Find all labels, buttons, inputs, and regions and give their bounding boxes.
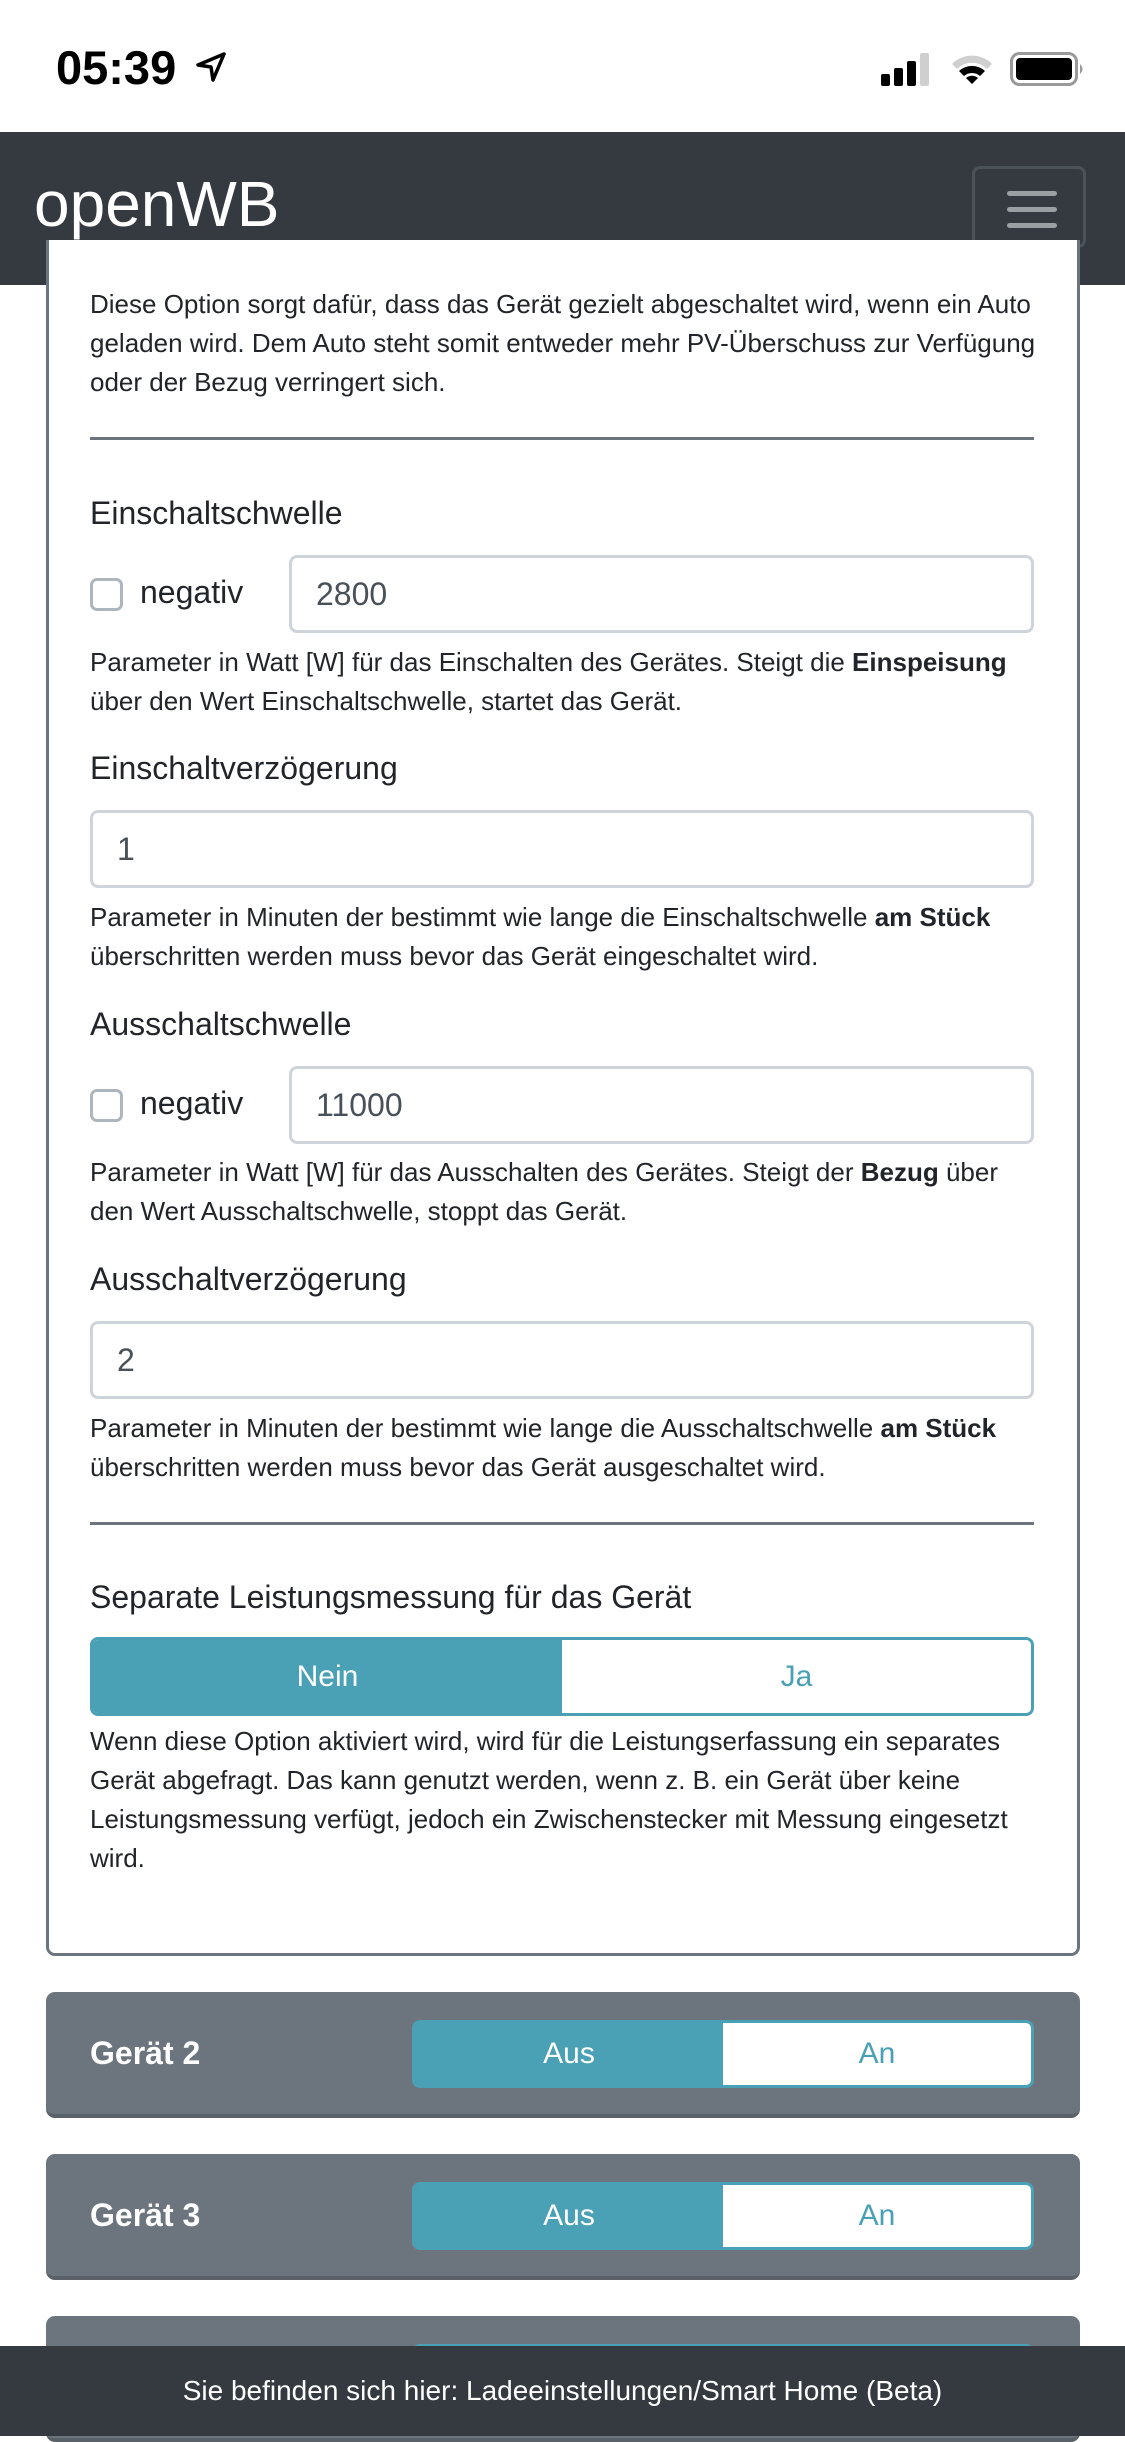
einschaltverzoegerung-input[interactable]: 1 bbox=[90, 810, 1034, 888]
device-3-name[interactable]: Gerät 3 bbox=[90, 2196, 201, 2233]
device-3-card bbox=[46, 2154, 1080, 2280]
separate-measurement-label: Separate Leistungsmessung für das Gerät bbox=[90, 1579, 692, 1615]
ausschaltschwelle-input[interactable]: 11000 bbox=[289, 1066, 1034, 1144]
separate-measurement-nein-button[interactable]: Nein bbox=[93, 1640, 562, 1713]
ausschaltschwelle-negative-checkbox[interactable] bbox=[90, 1089, 123, 1122]
status-time: 05:39 bbox=[56, 41, 177, 94]
brand-logo[interactable]: openWB bbox=[34, 168, 280, 240]
device-2-name[interactable]: Gerät 2 bbox=[90, 2034, 201, 2071]
einschaltschwelle-negative-checkbox[interactable] bbox=[90, 578, 123, 611]
cellular-signal-icon bbox=[881, 52, 935, 86]
einschaltschwelle-help: Parameter in Watt [W] für das Einschalten des Gerätes. Steigt die Einspeisung über den Wert Einschaltschwelle, startet das Gerät. bbox=[90, 647, 1007, 716]
separate-measurement-help: Wenn diese Option aktiviert wird, wird für die Leistungserfassung ein separates Gerät abgefragt. Das kann genutzt werden, wenn z. B. ein Gerät über keine Leistungsmessung verfügt, jedoch ein Zwischenstecker mit Messung eingesetzt wird. bbox=[90, 1726, 1008, 1873]
einschaltverzoegerung-help: Parameter in Minuten der bestimmt wie lange die Einschaltschwelle am Stück überschritten werden muss bevor das Gerät eingeschaltet wird. bbox=[90, 902, 991, 971]
ausschaltschwelle-help: Parameter in Watt [W] für das Ausschalten des Gerätes. Steigt der Bezug über den Wert Ausschaltschwelle, stoppt das Gerät. bbox=[90, 1157, 998, 1226]
device-3-an-button[interactable]: An bbox=[723, 2185, 1031, 2247]
einschaltverzoegerung-label: Einschaltverzögerung bbox=[90, 750, 398, 786]
device-2-an-button[interactable]: An bbox=[723, 2023, 1031, 2085]
device-3-aus-button[interactable]: Aus bbox=[415, 2185, 723, 2247]
ausschaltverzoegerung-input[interactable]: 2 bbox=[90, 1321, 1034, 1399]
device-3-power-toggle bbox=[412, 2182, 1034, 2250]
device-2-power-toggle bbox=[412, 2020, 1034, 2088]
separate-measurement-ja-button[interactable]: Ja bbox=[562, 1640, 1031, 1713]
separate-measurement-toggle bbox=[90, 1637, 1034, 1716]
ausschaltschwelle-negative-label: negativ bbox=[140, 1085, 244, 1121]
section-divider bbox=[90, 1522, 1034, 1525]
einschaltschwelle-input[interactable]: 2800 bbox=[289, 555, 1034, 633]
breadcrumb-footer: Sie befinden sich hier: Ladeeinstellungen/Smart Home (Beta) bbox=[0, 2346, 1125, 2436]
ausschaltverzoegerung-help: Parameter in Minuten der bestimmt wie lange die Ausschaltschwelle am Stück überschritten werden muss bevor das Gerät ausgeschaltet wird. bbox=[90, 1413, 997, 1482]
location-arrow-icon bbox=[194, 50, 228, 84]
wifi-icon bbox=[950, 52, 994, 86]
einschaltschwelle-label: Einschaltschwelle bbox=[90, 495, 343, 531]
menu-toggle-button[interactable] bbox=[972, 166, 1086, 248]
device-2-aus-button[interactable]: Aus bbox=[415, 2023, 723, 2085]
ausschaltverzoegerung-label: Ausschaltverzögerung bbox=[90, 1261, 407, 1297]
intro-help-text: Diese Option sorgt dafür, dass das Gerät gezielt abgeschaltet wird, wenn ein Auto geladen wird. Dem Auto steht somit entweder mehr PV-Überschuss zur Verfügung oder der Bezug verringert sich. bbox=[90, 289, 1036, 397]
einschaltschwelle-negative-label: negativ bbox=[140, 574, 244, 610]
section-divider bbox=[90, 437, 1034, 440]
battery-icon bbox=[1010, 52, 1086, 86]
status-bar bbox=[0, 0, 1125, 132]
device-2-card bbox=[46, 1992, 1080, 2118]
ausschaltschwelle-label: Ausschaltschwelle bbox=[90, 1006, 352, 1042]
